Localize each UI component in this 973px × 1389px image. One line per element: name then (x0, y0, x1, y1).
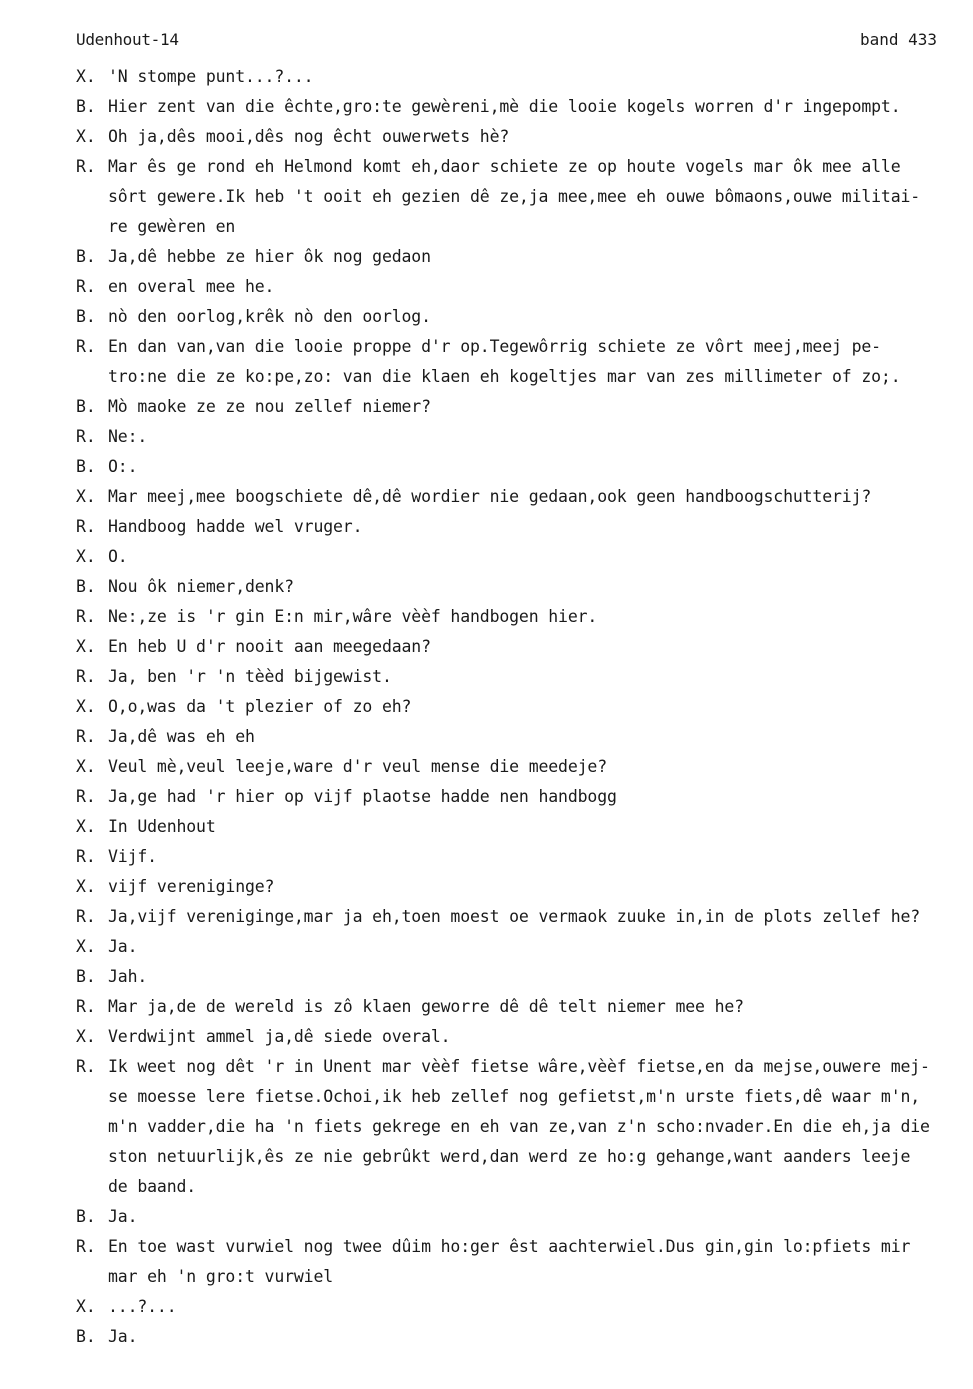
transcript-line (76, 1022, 956, 1052)
transcript-line (76, 842, 956, 872)
utterance-text: Mar ês ge rond eh Helmond komt eh,daor schiete ze op houte vogels mar ôk mee alle (108, 157, 901, 176)
speaker-label: X. (76, 547, 96, 566)
utterance-text: Ja,dê was eh eh (108, 727, 255, 746)
utterance-text: ...?... (108, 1297, 177, 1316)
transcript-line (76, 992, 956, 1022)
transcript-line (76, 1292, 956, 1322)
transcript-line (76, 152, 956, 182)
transcript-line (76, 752, 956, 782)
transcript-line (76, 92, 956, 122)
speaker-label: B. (76, 577, 96, 596)
utterance-text: Vijf. (108, 847, 157, 866)
speaker-label: X. (76, 67, 96, 86)
speaker-label: B. (76, 247, 96, 266)
speaker-label: R. (76, 997, 96, 1016)
speaker-label: B. (76, 457, 96, 476)
transcript-line (76, 632, 956, 662)
transcript-line (76, 422, 956, 452)
utterance-text: Nou ôk niemer,denk? (108, 577, 294, 596)
transcript-line (76, 242, 956, 272)
transcript-line (76, 1232, 956, 1262)
utterance-text: Hier zent van die êchte,gro:te gewèreni,mè die looie kogels worren d'r ingepompt. (108, 97, 901, 116)
utterance-text: En dan van,van die looie proppe d'r op.Tegewôrrig schiete ze vôrt meej,meej pe- (108, 337, 881, 356)
transcript-line (76, 1112, 956, 1142)
transcript-line (76, 902, 956, 932)
utterance-text: Mò maoke ze ze nou zellef niemer? (108, 397, 431, 416)
speaker-label: B. (76, 397, 96, 416)
speaker-label: R. (76, 517, 96, 536)
speaker-label: R. (76, 787, 96, 806)
utterance-text: Verdwijnt ammel ja,dê siede overal. (108, 1027, 451, 1046)
transcript-line (76, 662, 956, 692)
transcript-line (76, 1082, 956, 1112)
speaker-label: R. (76, 337, 96, 356)
transcript-line (76, 1142, 956, 1172)
speaker-label: R. (76, 277, 96, 296)
speaker-label: X. (76, 817, 96, 836)
utterance-text: sôrt gewere.Ik heb 't ooit eh gezien dê ze,ja mee,mee eh ouwe bômaons,ouwe militai- (108, 187, 921, 206)
utterance-text: de baand. (108, 1177, 197, 1196)
speaker-label: B. (76, 1207, 96, 1226)
utterance-text: Ik weet nog dêt 'r in Unent mar vèèf fietse wâre,vèèf fietse,en da mejse,ouwere mej- (108, 1057, 930, 1076)
speaker-label: B. (76, 307, 96, 326)
speaker-label: X. (76, 637, 96, 656)
transcript-line (76, 1322, 956, 1352)
transcript-line (76, 392, 956, 422)
utterance-text: Mar meej,mee boogschiete dê,dê wordier nie gedaan,ook geen handboogschutterij? (108, 487, 872, 506)
transcript-line (76, 932, 956, 962)
speaker-label: B. (76, 97, 96, 116)
transcript-line (76, 1202, 956, 1232)
speaker-label: R. (76, 667, 96, 686)
utterance-text: En heb U d'r nooit aan meegedaan? (108, 637, 431, 656)
speaker-label: R. (76, 727, 96, 746)
transcript-line (76, 962, 956, 992)
utterance-text: Ne:,ze is 'r gin E:n mir,wâre vèèf handbogen hier. (108, 607, 598, 626)
utterance-text: Handboog hadde wel vruger. (108, 517, 363, 536)
utterance-text: 'N stompe punt...?... (108, 67, 314, 86)
speaker-label: R. (76, 1057, 96, 1076)
transcript-line (76, 452, 956, 482)
utterance-text: mar eh 'n gro:t vurwiel (108, 1267, 334, 1286)
transcript-line (76, 62, 956, 92)
utterance-text: Ja,ge had 'r hier op vijf plaotse hadde nen handbogg (108, 787, 617, 806)
transcript-line (76, 182, 956, 212)
transcript-line (76, 722, 956, 752)
speaker-label: X. (76, 937, 96, 956)
transcript-line (76, 602, 956, 632)
speaker-label: X. (76, 1297, 96, 1316)
utterance-text: en overal mee he. (108, 277, 275, 296)
speaker-label: B. (76, 967, 96, 986)
speaker-label: X. (76, 127, 96, 146)
utterance-text: O. (108, 547, 128, 566)
speaker-label: R. (76, 607, 96, 626)
transcript-line (76, 212, 956, 242)
transcript-line (76, 1172, 956, 1202)
transcript-line (76, 512, 956, 542)
utterance-text: In Udenhout (108, 817, 216, 836)
transcript-line (76, 782, 956, 812)
speaker-label: X. (76, 1027, 96, 1046)
speaker-label: X. (76, 697, 96, 716)
utterance-text: Veul mè,veul leeje,ware d'r veul mense die meedeje? (108, 757, 607, 776)
utterance-text: O:. (108, 457, 138, 476)
transcript-line (76, 272, 956, 302)
utterance-text: Ja, ben 'r 'n tèèd bijgewist. (108, 667, 392, 686)
transcript-line (76, 122, 956, 152)
transcript-line (76, 1262, 956, 1292)
utterance-text: Ja. (108, 1327, 138, 1346)
speaker-label: R. (76, 847, 96, 866)
transcript-line (76, 572, 956, 602)
speaker-label: X. (76, 487, 96, 506)
utterance-text: Mar ja,de de wereld is zô klaen geworre dê dê telt niemer mee he? (108, 997, 744, 1016)
speaker-label: R. (76, 907, 96, 926)
utterance-text: nò den oorlog,krêk nò den oorlog. (108, 307, 431, 326)
utterance-text: m'n vadder,die ha 'n fiets gekrege en eh van ze,van z'n scho:nvader.En die eh,ja die (108, 1117, 930, 1136)
transcript-line (76, 542, 956, 572)
transcript-line (76, 872, 956, 902)
speaker-label: R. (76, 1237, 96, 1256)
speaker-label: X. (76, 877, 96, 896)
utterance-text: En toe wast vurwiel nog twee dûim ho:ger êst aachterwiel.Dus gin,gin lo:pfiets mir (108, 1237, 911, 1256)
speaker-label: R. (76, 157, 96, 176)
transcript-line (76, 812, 956, 842)
transcript-line (76, 1052, 956, 1082)
utterance-text: Ne:. (108, 427, 148, 446)
utterance-text: vijf vereniginge? (108, 877, 275, 896)
utterance-text: Jah. (108, 967, 148, 986)
transcript-line (76, 332, 956, 362)
transcript-line (76, 362, 956, 392)
utterance-text: ston netuurlijk,ês ze nie gebrûkt werd,dan werd ze ho:g gehange,want aanders leeje (108, 1147, 911, 1166)
utterance-text: Oh ja,dês mooi,dês nog êcht ouwerwets hè? (108, 127, 510, 146)
utterance-text: re gewèren en (108, 217, 236, 236)
document-id: Udenhout-14 (76, 30, 179, 49)
transcript-line (76, 302, 956, 332)
utterance-text: Ja,vijf vereniginge,mar ja eh,toen moest oe vermaok zuuke in,in de plots zellef he? (108, 907, 921, 926)
utterance-text: O,o,was da 't plezier of zo eh? (108, 697, 412, 716)
speaker-label: R. (76, 427, 96, 446)
utterance-text: tro:ne die ze ko:pe,zo: van die klaen eh kogeltjes mar van zes millimeter of zo;. (108, 367, 901, 386)
speaker-label: B. (76, 1327, 96, 1346)
utterance-text: Ja,dê hebbe ze hier ôk nog gedaon (108, 247, 431, 266)
utterance-text: se moesse lere fietse.Ochoi,ik heb zellef nog gefietst,m'n urste fiets,dê waar m'n, (108, 1087, 921, 1106)
utterance-text: Ja. (108, 1207, 138, 1226)
utterance-text: Ja. (108, 937, 138, 956)
transcript-line (76, 482, 956, 512)
transcript-line (76, 692, 956, 722)
tape-number: band 433 (859, 30, 937, 49)
speaker-label: X. (76, 757, 96, 776)
transcript-body (76, 62, 956, 1352)
